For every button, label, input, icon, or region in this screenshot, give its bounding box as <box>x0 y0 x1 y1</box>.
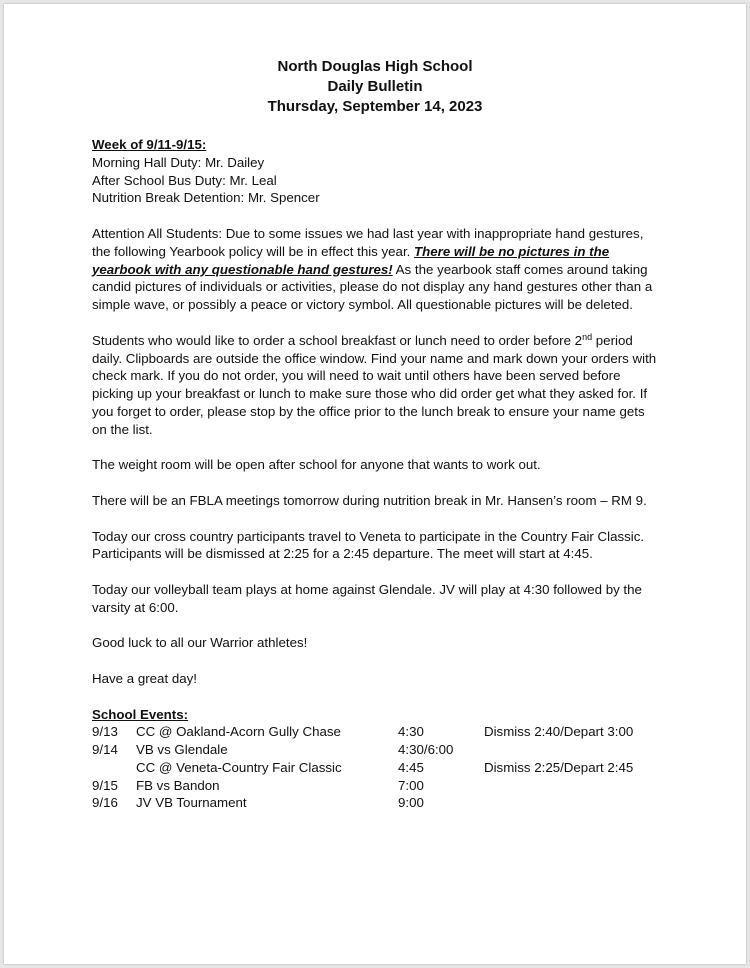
event-date: 9/13 <box>92 724 118 740</box>
bulletin-header <box>0 57 750 117</box>
events-heading: School Events: <box>92 706 189 722</box>
announcement-volleyball: Today our volleyball team plays at home against Glendale. JV will play at 4:30 followed by the varsity at 6:00. <box>92 581 642 615</box>
event-name: FB vs Bandon <box>136 777 220 793</box>
bulletin-body <box>92 136 662 812</box>
duty-line: Nutrition Break Detention: Mr. Spencer <box>92 190 320 206</box>
meal-order-notice <box>92 332 662 439</box>
duty-heading: Week of 9/11-9/15: <box>92 137 207 152</box>
event-note: Dismiss 2:25/Depart 2:45 <box>484 759 634 775</box>
announcement-fbla: There will be an FBLA meetings tomorrow during nutrition break in Mr. Hansen’s room – RM 9. <box>92 492 647 508</box>
event-name: CC @ Oakland-Acorn Gully Chase <box>136 724 341 740</box>
yearbook-rest: As the yearbook staff comes around taking candid pictures of individuals or activities, please do not display any hand gestures other than a simple wave, or possibly a peace or victory symbol. All questionable pictures will be deleted. <box>92 261 653 313</box>
event-time: 4:30/6:00 <box>398 742 454 758</box>
event-row <box>92 777 633 795</box>
yearbook-policy <box>92 225 662 314</box>
event-time: 4:45 <box>398 759 424 775</box>
ordinal-suffix: nd <box>582 331 593 342</box>
announcement-good-luck: Good luck to all our Warrior athletes! <box>92 635 308 651</box>
duty-section <box>92 136 662 207</box>
event-name: CC @ Veneta-Country Fair Classic <box>136 759 342 775</box>
events-table <box>92 723 633 812</box>
event-note <box>484 777 633 795</box>
event-time: 9:00 <box>398 795 424 811</box>
event-date <box>92 759 136 777</box>
event-name: JV VB Tournament <box>136 795 247 811</box>
event-time: 7:00 <box>398 777 424 793</box>
event-row <box>92 759 633 777</box>
bulletin-title: Daily Bulletin <box>327 78 423 95</box>
meal-text-1: Students who would like to order a school breakfast or lunch need to order before 2 <box>92 332 583 348</box>
event-name: VB vs Glendale <box>136 742 228 758</box>
event-row <box>92 794 633 812</box>
announcement-cross-country: Today our cross country participants travel to Veneta to participate in the Country Fair Classic. Participants will be dismissed at 2:25 for a 2:45 departure. The meet will start at 4:45. <box>92 528 645 562</box>
event-note <box>484 794 633 812</box>
announcement-weight-room: The weight room will be open after school for anyone that wants to work out. <box>92 457 541 473</box>
school-name: North Douglas High School <box>277 58 473 75</box>
event-note <box>484 741 633 759</box>
event-date: 9/16 <box>92 795 118 811</box>
bulletin-date: Thursday, September 14, 2023 <box>267 98 483 115</box>
duty-line: Morning Hall Duty: Mr. Dailey <box>92 154 265 170</box>
yearbook-emphasis: There will be no pictures in the yearbook with any questionable hand gestures! <box>92 243 610 277</box>
meal-text-2: period daily. Clipboards are outside the office window. Find your name and mark down your orders with check mark. If you do not order, you will need to wait until others have been served before picking up your breakfast or lunch to make sure those who did order get what they asked for. If you forget to order, please stop by the office prior to the lunch break to ensure your name gets on the list. <box>92 332 657 437</box>
yearbook-intro: Attention All Students: Due to some issues we had last year with inappropriate hand gestures, the following Yearbook policy will be in effect this year. <box>92 225 644 259</box>
announcement-closing: Have a great day! <box>92 670 197 686</box>
event-row <box>92 741 633 759</box>
duty-line: After School Bus Duty: Mr. Leal <box>92 172 277 188</box>
event-note: Dismiss 2:40/Depart 3:00 <box>484 724 634 740</box>
event-row <box>92 723 633 741</box>
event-time: 4:30 <box>398 724 424 740</box>
event-date: 9/14 <box>92 742 118 758</box>
event-date: 9/15 <box>92 777 118 793</box>
